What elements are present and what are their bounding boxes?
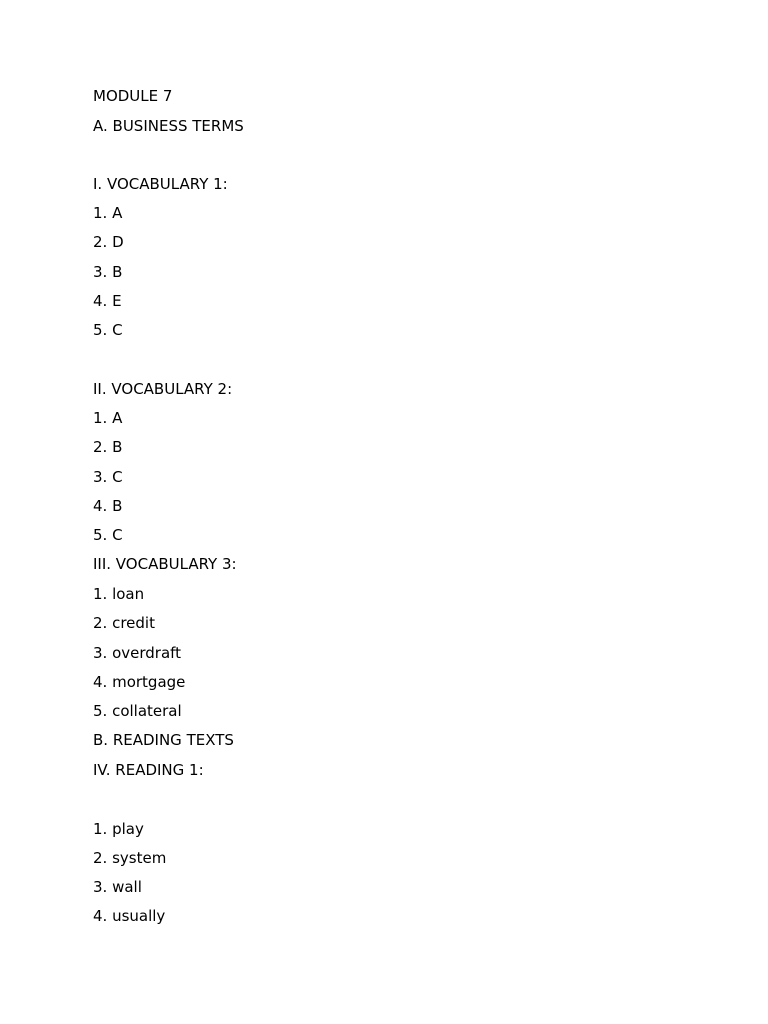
vocabulary-2-answer: 2. B [93, 438, 123, 456]
vocabulary-1-answer: 3. B [93, 263, 123, 281]
vocabulary-3-answer: 4. mortgage [93, 673, 186, 691]
module-title: MODULE 7 [93, 87, 173, 105]
reading-1-answer: 4. usually [93, 907, 166, 925]
reading-1-answer: 1. play [93, 820, 144, 838]
vocabulary-1-answer: 1. A [93, 204, 123, 222]
vocabulary-3-answer: 5. collateral [93, 702, 182, 720]
reading-1-answer: 2. system [93, 849, 167, 867]
section-a-title: A. BUSINESS TERMS [93, 117, 244, 135]
vocabulary-2-answer: 1. A [93, 409, 123, 427]
reading-1-answer: 3. wall [93, 878, 142, 896]
vocabulary-3-answer: 3. overdraft [93, 644, 182, 662]
vocabulary-1-answer: 2. D [93, 233, 124, 251]
vocabulary-3-answer: 1. loan [93, 585, 145, 603]
vocabulary-3-heading: III. VOCABULARY 3: [93, 555, 237, 573]
section-b-title: B. READING TEXTS [93, 731, 234, 749]
vocabulary-2-answer: 5. C [93, 526, 123, 544]
vocabulary-2-answer: 3. C [93, 468, 123, 486]
vocabulary-2-answer: 4. B [93, 497, 123, 515]
vocabulary-1-answer: 5. C [93, 321, 123, 339]
reading-1-heading: IV. READING 1: [93, 761, 204, 779]
vocabulary-1-heading: I. VOCABULARY 1: [93, 175, 228, 193]
vocabulary-1-answer: 4. E [93, 292, 122, 310]
vocabulary-2-heading: II. VOCABULARY 2: [93, 380, 233, 398]
vocabulary-3-answer: 2. credit [93, 614, 155, 632]
